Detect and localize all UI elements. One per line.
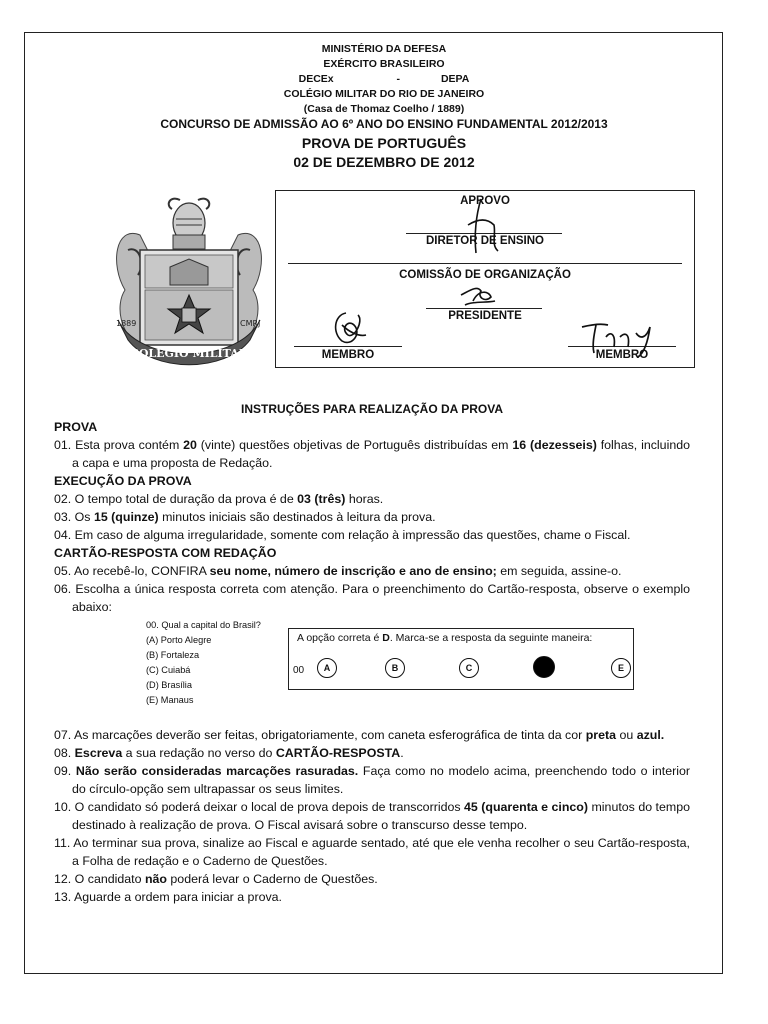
member-right-signature xyxy=(580,319,660,359)
answer-example xyxy=(54,616,690,726)
bubble-e: E xyxy=(611,658,631,678)
exam-date: 02 DE DEZEMBRO DE 2012 xyxy=(293,154,475,170)
answer-card-example xyxy=(288,628,634,690)
president-signature xyxy=(459,281,499,309)
example-question-text: 00. Qual a capital do Brasil? xyxy=(146,620,261,630)
crest-year-right: CMRJ xyxy=(240,319,261,328)
director-label: DIRETOR DE ENSINO xyxy=(426,235,544,247)
member-left-signature xyxy=(328,311,372,347)
bubble-a: A xyxy=(317,658,337,678)
example-option-c: (C) Cuiabá xyxy=(146,665,191,675)
crest-year-left: 1889 xyxy=(116,319,137,328)
instruction-11: 11. Ao terminar sua prova, sinalize ao Fiscal e aguarde sentado, até que ele venha recolher o seu Cartão-resposta, a Folha de redação e o Caderno de Questões. xyxy=(54,836,690,868)
bubble-b: B xyxy=(385,658,405,678)
instruction-12: 12. O candidato não poderá levar o Caderno de Questões. xyxy=(54,872,378,886)
instructions xyxy=(54,400,690,906)
instruction-13: 13. Aguarde a ordem para iniciar a prova. xyxy=(54,890,282,904)
instruction-05: 05. Ao recebê-lo, CONFIRA seu nome, número de inscrição e ano de ensino; em seguida, assine-o. xyxy=(54,564,622,578)
director-signature xyxy=(446,195,506,255)
president-label: PRESIDENTE xyxy=(448,310,522,322)
army-line: EXÉRCITO BRASILEIRO xyxy=(323,58,445,70)
example-question xyxy=(146,618,261,708)
school-line: COLÉGIO MILITAR DO RIO DE JANEIRO xyxy=(283,88,485,100)
example-option-e: (E) Manaus xyxy=(146,695,194,705)
crest-ribbon-text: COLÉGIO MILITAR xyxy=(130,347,248,360)
answer-box-text: A opção correta é D. Marca-se a resposta da seguinte maneira: xyxy=(297,632,593,644)
dept-sep: - xyxy=(396,73,401,85)
answer-number: 00 xyxy=(293,665,305,676)
approval-box xyxy=(275,190,695,368)
dept-right: DEPA xyxy=(440,73,470,85)
example-option-b: (B) Fortaleza xyxy=(146,650,200,660)
example-option-a: (A) Porto Alegre xyxy=(146,635,212,645)
contest-line: CONCURSO DE ADMISSÃO AO 6º ANO DO ENSINO FUNDAMENTAL 2012/2013 xyxy=(160,117,608,131)
school-crest xyxy=(110,195,268,373)
instruction-10: 10. O candidato só poderá deixar o local de prova depois de transcorridos 45 (quarenta e cinco) minutos do tempo destinado à realização de prova. O Fiscal avisará sobre o transcurso desse tempo. xyxy=(54,800,690,832)
section-cartao: CARTÃO-RESPOSTA COM REDAÇÃO xyxy=(54,546,277,560)
instruction-09: 09. Não serão consideradas marcações rasuradas. Faça como no modelo acima, preenchendo todo o interior do círculo-opção sem ultrapassar os seus limites. xyxy=(54,764,691,796)
approved-label: APROVO xyxy=(460,195,510,207)
instruction-08: 08. Escreva a sua redação no verso do CARTÃO-RESPOSTA. xyxy=(54,746,404,760)
department-line xyxy=(0,72,768,88)
instruction-07: 07. As marcações deverão ser feitas, obrigatoriamente, com caneta esferográfica de tinta da cor preta ou azul. xyxy=(54,728,665,742)
instruction-01: 01. Esta prova contém 20 (vinte) questões objetivas de Português distribuídas em 16 (dezesseis) folhas, incluindo a capa e uma proposta de Redação. xyxy=(54,438,691,470)
instruction-02: 02. O tempo total de duração da prova é de 03 (três) horas. xyxy=(54,492,384,506)
member-left-label: MEMBRO xyxy=(321,349,375,361)
dept-left: DECEx xyxy=(298,73,334,85)
example-option-d: (D) Brasília xyxy=(146,680,192,690)
instruction-06: 06. Escolha a única resposta correta com atenção. Para o preenchimento do Cartão-resposta, observe o exemplo abaixo: xyxy=(54,582,690,614)
section-prova: PROVA xyxy=(54,420,98,434)
instructions-title: INSTRUÇÕES PARA REALIZAÇÃO DA PROVA xyxy=(240,402,503,416)
exam-title: PROVA DE PORTUGUÊS xyxy=(301,135,467,151)
section-execucao: EXECUÇÃO DA PROVA xyxy=(54,474,192,488)
member-right-label: MEMBRO xyxy=(595,349,649,361)
bubble-d-filled xyxy=(533,656,555,678)
instruction-03: 03. Os 15 (quinze) minutos iniciais são destinados à leitura da prova. xyxy=(54,510,436,524)
instruction-04: 04. Em caso de alguma irregularidade, somente com relação à impressão das questões, chame o Fiscal. xyxy=(54,528,631,542)
house-line: (Casa de Thomaz Coelho / 1889) xyxy=(303,103,465,115)
bubble-c: C xyxy=(459,658,479,678)
commission-label: COMISSÃO DE ORGANIZAÇÃO xyxy=(399,269,571,281)
ministry-line: MINISTÉRIO DA DEFESA xyxy=(321,43,447,55)
